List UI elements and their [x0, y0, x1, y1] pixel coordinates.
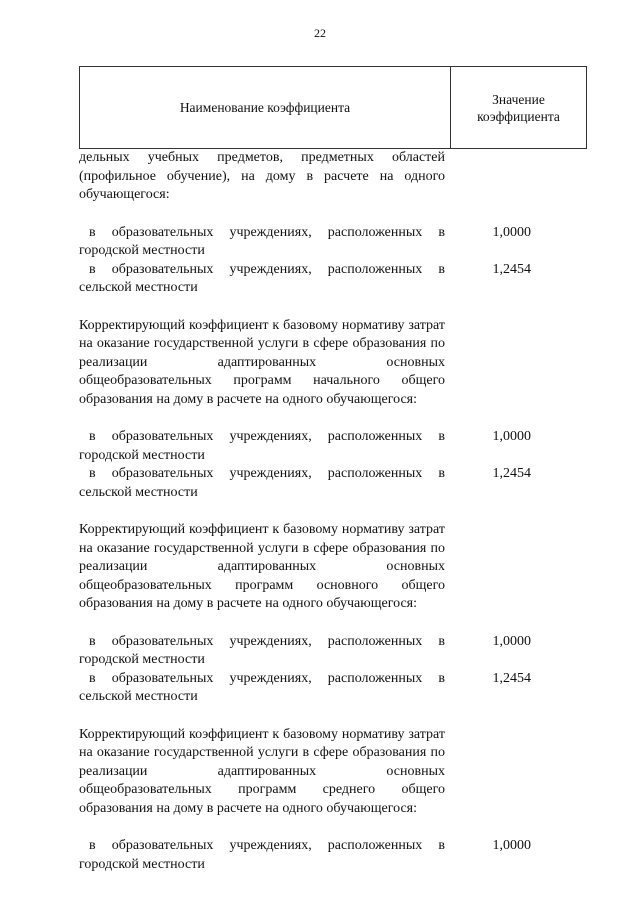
row-value: 1,2454 — [492, 466, 531, 481]
row-value: 1,0000 — [492, 224, 531, 240]
page-number: 22 — [314, 26, 326, 40]
row-value: 1,0000 — [492, 633, 531, 649]
row-value: 1,0000 — [492, 429, 531, 444]
heading-text: Корректирующий коэффициент к базовому нормативу затрат на оказание государственной услуги в сфере образования по реализации адаптированных основных общеобразовательных программ основного общего образования на дому в расчете на одного обучающегося: — [79, 522, 445, 611]
row-value: 1,0000 — [492, 838, 531, 853]
row-value: 1,2454 — [492, 261, 531, 277]
coefficient-heading — [79, 521, 587, 614]
header-name-column: Наименование коэффициента — [80, 67, 451, 148]
row-label: в образовательных учреждениях, расположенных в сельской местности — [79, 466, 445, 500]
row-label: в образовательных учреждениях, расположенных в городской местности — [79, 429, 445, 463]
header-value-line2: коэффициента — [477, 108, 560, 124]
intro-text: дельных учебных предметов, предметных областей (профильное обучение), на дому в расчете на одного обучающегося: — [79, 150, 445, 202]
row-value: 1,2454 — [492, 670, 531, 686]
table-body — [79, 149, 587, 874]
coefficient-heading — [79, 726, 587, 819]
table-row — [79, 633, 587, 670]
table-header — [79, 66, 587, 149]
header-value-line1: Значение — [492, 91, 545, 107]
heading-text: Корректирующий коэффициент к базовому нормативу затрат на оказание государственной услуги в сфере образования по реализации адаптированных основных общеобразовательных программ начального общего образования на дому в расчете на одного обучающегося: — [79, 317, 445, 407]
row-label: в образовательных учреждениях, расположенных в сельской местности — [79, 670, 445, 704]
header-value-column — [451, 67, 586, 148]
table-row — [79, 465, 587, 502]
row-label: в образовательных учреждениях, расположенных в городской местности — [79, 633, 445, 667]
table-row — [79, 428, 587, 465]
intro-row — [79, 149, 587, 205]
table-row — [79, 224, 587, 261]
row-label: в образовательных учреждениях, расположенных в городской местности — [79, 224, 445, 258]
table-row — [79, 670, 587, 707]
heading-text: Корректирующий коэффициент к базовому нормативу затрат на оказание государственной услуги в сфере образования по реализации адаптированных основных общеобразовательных программ среднего общего образования на дому в расчете на одного обучающегося: — [79, 726, 445, 816]
coefficient-heading — [79, 317, 587, 410]
table-row — [79, 837, 587, 874]
row-label: в образовательных учреждениях, расположенных в городской местности — [79, 838, 445, 872]
table-row — [79, 261, 587, 298]
row-label: в образовательных учреждениях, расположенных в сельской местности — [79, 261, 445, 295]
